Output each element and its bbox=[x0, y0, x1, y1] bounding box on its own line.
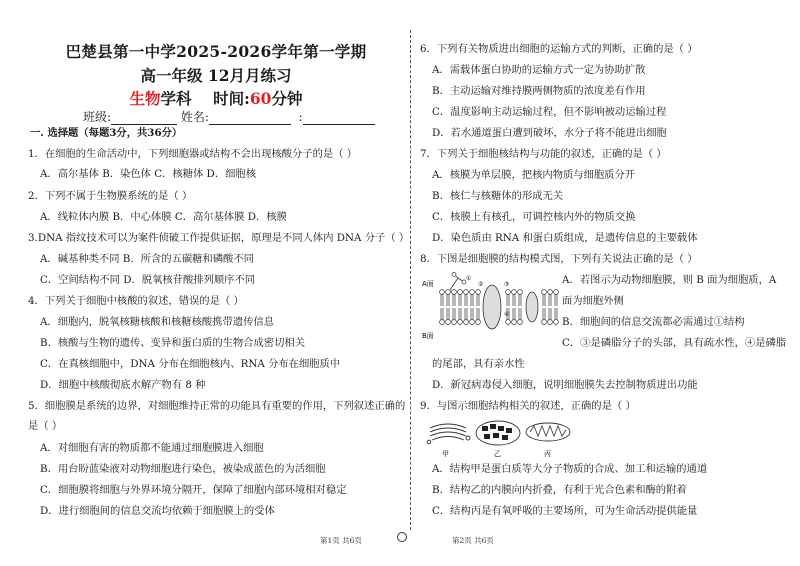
membrane-diagram bbox=[420, 272, 560, 342]
phospholipid-head bbox=[452, 320, 457, 325]
phospholipid-tail bbox=[477, 308, 479, 320]
q3-options-ab: A．碱基种类不同 B．所含的五碳糖和磷酸不同 bbox=[40, 253, 254, 265]
extra-label: : bbox=[298, 110, 303, 124]
phospholipid-head bbox=[458, 320, 463, 325]
phospholipid-tail bbox=[555, 295, 557, 307]
q9-option-c: C．结构丙是有氧呼吸的主要场所，可为生命活动提供能量 bbox=[432, 505, 698, 517]
channel-protein bbox=[483, 285, 501, 329]
label-4: ④ bbox=[504, 311, 510, 318]
q9-option-a: A．结构甲是蛋白质等大分子物质的合成、加工和运输的通道 bbox=[432, 463, 708, 475]
phospholipid-head bbox=[452, 290, 457, 295]
q6-option-a: A．需载体蛋白协助的运输方式一定为协助扩散 bbox=[432, 64, 646, 76]
question-5: 5．细胞膜是系统的边界，对细胞维持正常的功能具有重要的作用，下列叙述正确的 bbox=[28, 400, 406, 412]
grade-title: 高一年级 12月月练习 bbox=[140, 66, 292, 85]
phospholipid-head bbox=[464, 320, 469, 325]
phospholipid-tail bbox=[549, 295, 551, 307]
q7-option-a: A．核膜为单层膜，把核内物质与细胞质分开 bbox=[432, 169, 636, 181]
time-unit: 分钟 bbox=[271, 89, 303, 108]
phospholipid-head bbox=[446, 320, 451, 325]
question-4: 4．下列关于细胞中核酸的叙述，错误的是（ ） bbox=[28, 295, 244, 307]
q7-option-d: D．染色质由 RNA 和蛋白质组成，是遗传信息的主要载体 bbox=[432, 232, 698, 244]
phospholipid-head bbox=[542, 320, 547, 325]
column-divider bbox=[410, 30, 411, 530]
label-bing: 丙 bbox=[544, 450, 551, 458]
student-info-row bbox=[83, 108, 375, 125]
phospholipid-tail bbox=[513, 308, 515, 320]
phospholipid-tail bbox=[543, 308, 545, 320]
phospholipid-head bbox=[446, 290, 451, 295]
phospholipid-head bbox=[518, 320, 523, 325]
question-5-cont: 是（ ） bbox=[28, 420, 63, 432]
time-label: 时间: bbox=[213, 89, 250, 108]
subject-suffix: 学科 bbox=[160, 89, 192, 108]
q8-option-d: D．新冠病毒侵入细胞，说明细胞膜失去控制物质进出功能 bbox=[432, 379, 698, 391]
question-2: 2．下列不属于生物膜系统的是（ ） bbox=[28, 190, 193, 202]
phospholipid-tail bbox=[453, 308, 455, 320]
q5-option-c: C．细胞膜将细胞与外界环境分隔开，保障了细胞内部环境相对稳定 bbox=[40, 484, 347, 496]
label-jia: 甲 bbox=[442, 450, 449, 458]
class-field[interactable] bbox=[111, 112, 177, 125]
phospholipid-tail bbox=[459, 295, 461, 307]
golgi-apparatus bbox=[427, 424, 470, 444]
section-heading: 一. 选择题（每题3分，共36分） bbox=[30, 127, 183, 139]
q8-option-c: C．③是磷脂分子的头部，具有疏水性，④是磷脂 bbox=[562, 337, 787, 349]
q7-option-b: B．核仁与核糖体的形成无关 bbox=[432, 190, 564, 202]
phospholipid-tail bbox=[441, 308, 443, 320]
phospholipid-tail bbox=[447, 295, 449, 307]
question-7: 7．下列关于细胞核结构与功能的叙述，正确的是（ ） bbox=[420, 148, 667, 160]
phospholipid-head bbox=[506, 320, 511, 325]
phospholipid-tail bbox=[543, 295, 545, 307]
phospholipid-tail bbox=[465, 295, 467, 307]
q5-option-a: A．对细胞有害的物质都不能通过细胞膜进入细胞 bbox=[40, 442, 264, 454]
phospholipid-head bbox=[440, 290, 445, 295]
phospholipid-tail bbox=[519, 295, 521, 307]
q9-option-b: B．结构乙的内膜向内折叠，有利于光合色素和酶的附着 bbox=[432, 484, 687, 496]
q5-option-d: D．进行细胞间的信息交流均依赖于细胞膜上的受体 bbox=[40, 505, 275, 517]
phospholipid-head bbox=[464, 290, 469, 295]
q1-options: A．高尔基体 B．染色体 C．核糖体 D．细胞核 bbox=[40, 168, 257, 180]
question-1: 1．在细胞的生命活动中，下列细胞器或结构不会出现核酸分子的是（ ） bbox=[28, 148, 358, 160]
label-1: ① bbox=[466, 275, 472, 282]
q4-option-b: B．核酸与生物的遗传、变异和蛋白质的生物合成密切相关 bbox=[40, 337, 305, 349]
page-number-left: 第1页 共6页 bbox=[320, 536, 362, 545]
phospholipid-tail bbox=[555, 308, 557, 320]
phospholipid-tail bbox=[459, 308, 461, 320]
name-label: 姓名: bbox=[180, 110, 209, 124]
phospholipid-head bbox=[542, 290, 547, 295]
phospholipid-head bbox=[554, 290, 559, 295]
q8-option-a-cont: 面为细胞外侧 bbox=[562, 295, 624, 307]
phospholipid-head bbox=[512, 290, 517, 295]
embedded-protein bbox=[526, 292, 538, 322]
q8-option-a: A．若图示为动物细胞膜，则 B 面为细胞质，A bbox=[562, 274, 777, 286]
q4-option-c: C．在真核细胞中，DNA 分布在细胞核内、RNA 分布在细胞质中 bbox=[40, 358, 341, 370]
phospholipid-tail bbox=[477, 295, 479, 307]
phospholipid-tail bbox=[519, 308, 521, 320]
phospholipid-head bbox=[476, 290, 481, 295]
label-2: ② bbox=[478, 281, 484, 288]
question-9: 9．与图示细胞结构相关的叙述，正确的是（ ） bbox=[420, 400, 636, 412]
q7-option-c: C．核膜上有核孔，可调控核内外的物质交换 bbox=[432, 211, 636, 223]
binding-hole bbox=[397, 532, 407, 542]
question-3: 3.DNA 指纹技术可以为案件侦破工作提供证据，原理是不同人体内 DNA 分子（ ） bbox=[28, 232, 410, 244]
phospholipid-tail bbox=[465, 308, 467, 320]
phospholipid-head bbox=[548, 290, 553, 295]
phospholipid-head bbox=[554, 320, 559, 325]
subject-name: 生物 bbox=[129, 89, 161, 108]
q4-option-d: D．细胞中核酸彻底水解产物有 8 种 bbox=[40, 379, 206, 391]
question-6: 6．下列有关物质进出细胞的运输方式的判断，正确的是（ ） bbox=[420, 43, 698, 55]
chloroplast bbox=[476, 421, 520, 445]
phospholipid-tail bbox=[453, 295, 455, 307]
q5-option-b: B．用台盼蓝染液对动物细胞进行染色，被染成蓝色的为活细胞 bbox=[40, 463, 326, 475]
q6-option-b: B．主动运输对维持膜两侧物质的浓度差有作用 bbox=[432, 85, 646, 97]
q2-options: A．线粒体内膜 B．中心体膜 C．高尔基体膜 D．核膜 bbox=[40, 211, 287, 223]
phospholipid-head bbox=[518, 290, 523, 295]
q6-option-c: C．温度影响主动运输过程，但不影响被动运输过程 bbox=[432, 106, 667, 118]
phospholipid-tail bbox=[471, 308, 473, 320]
q3-options-cd: C．空间结构不同 D．脱氧核苷酸排列顺序不同 bbox=[40, 274, 256, 286]
phospholipid-head bbox=[476, 320, 481, 325]
page-number-right: 第2页 共6页 bbox=[452, 536, 494, 545]
phospholipid-head bbox=[440, 320, 445, 325]
a-side-label: A面 bbox=[422, 280, 434, 288]
phospholipid-head bbox=[548, 320, 553, 325]
phospholipid-tail bbox=[471, 295, 473, 307]
subject-title bbox=[28, 87, 404, 109]
b-side-label: B面 bbox=[422, 332, 434, 340]
q8-option-b: B．细胞间的信息交流都必需通过①结构 bbox=[562, 316, 745, 328]
school-title: 巴楚县第一中学2025-2026学年第一学期 bbox=[65, 42, 367, 61]
class-label: 班级: bbox=[83, 110, 112, 124]
phospholipid-head bbox=[458, 290, 463, 295]
phospholipid-head bbox=[470, 320, 475, 325]
phospholipid-tail bbox=[549, 308, 551, 320]
phospholipid-head bbox=[470, 290, 475, 295]
q6-option-d: D．若水通道蛋白遭到破坏，水分子将不能进出细胞 bbox=[432, 127, 667, 139]
label-3: ③ bbox=[504, 281, 510, 288]
phospholipid-tail bbox=[507, 295, 509, 307]
phospholipid-head bbox=[506, 290, 511, 295]
time-value: 60 bbox=[249, 89, 272, 108]
question-8: 8．下图是细胞膜的结构模式图，下列有关说法正确的是（ ） bbox=[420, 253, 698, 265]
extra-field[interactable] bbox=[303, 112, 375, 125]
phospholipid-tail bbox=[441, 295, 443, 307]
mitochondrion bbox=[526, 423, 570, 441]
phospholipid-head bbox=[512, 320, 517, 325]
phospholipid-tail bbox=[513, 295, 515, 307]
phospholipid-tail bbox=[447, 308, 449, 320]
label-yi: 乙 bbox=[494, 450, 501, 458]
q8-option-c-cont: 的尾部，具有亲水性 bbox=[432, 358, 525, 370]
q4-option-a: A．细胞内，脱氧核糖核酸和核糖核酸携带遗传信息 bbox=[40, 316, 274, 328]
organelle-diagram bbox=[426, 418, 576, 460]
name-field[interactable] bbox=[209, 112, 291, 125]
